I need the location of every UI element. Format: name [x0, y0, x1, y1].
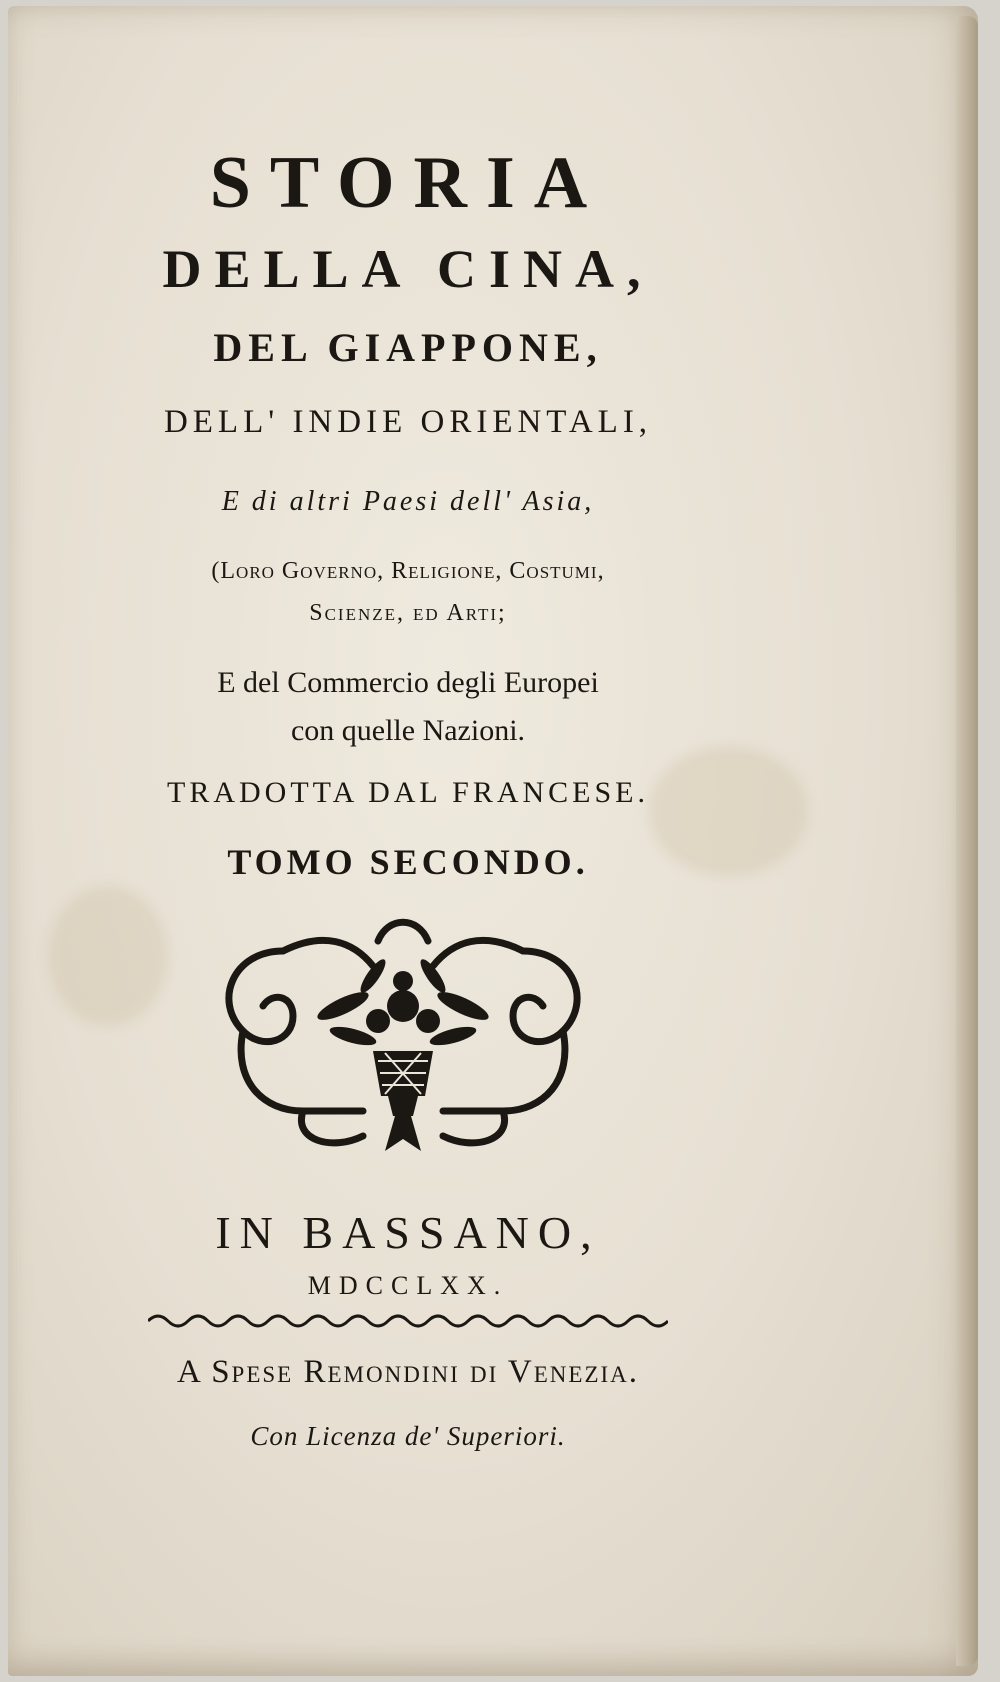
title-line-5: E di altri Paesi dell' Asia, — [221, 486, 595, 517]
book-page — [8, 6, 978, 1676]
imprint-year: MDCCLXX. — [307, 1271, 509, 1300]
title-line-1: STORIA — [209, 142, 607, 224]
title-line-4: DELL' INDIE ORIENTALI, — [163, 404, 653, 440]
title-line-3: DEL GIAPPONE, — [213, 325, 603, 370]
translation-note: TRADOTTA DAL FRANCESE. — [167, 776, 649, 809]
paper-stain — [48, 886, 168, 1026]
printer-line: A Spese Remondini di Venezia. — [176, 1354, 640, 1390]
commerce-line-2: con quelle Nazioni. — [290, 714, 526, 747]
subtitle-line-1: (Loro Governo, Religione, Costumi, — [211, 558, 605, 584]
volume-label: TOMO SECONDO. — [227, 842, 589, 882]
page-edge — [956, 16, 978, 1666]
imprint-place: IN BASSANO, — [215, 1207, 601, 1258]
floral-basket-woodcut-icon — [213, 911, 593, 1171]
subtitle-line-2: Scienze, ed Arti; — [309, 600, 507, 626]
ornamental-rule — [148, 1311, 668, 1331]
title-line-2: DELLA CINA, — [162, 239, 654, 299]
license-line: Con Licenza de' Superiori. — [250, 1421, 566, 1451]
commerce-line-1: E del Commercio degli Europei — [217, 666, 599, 699]
